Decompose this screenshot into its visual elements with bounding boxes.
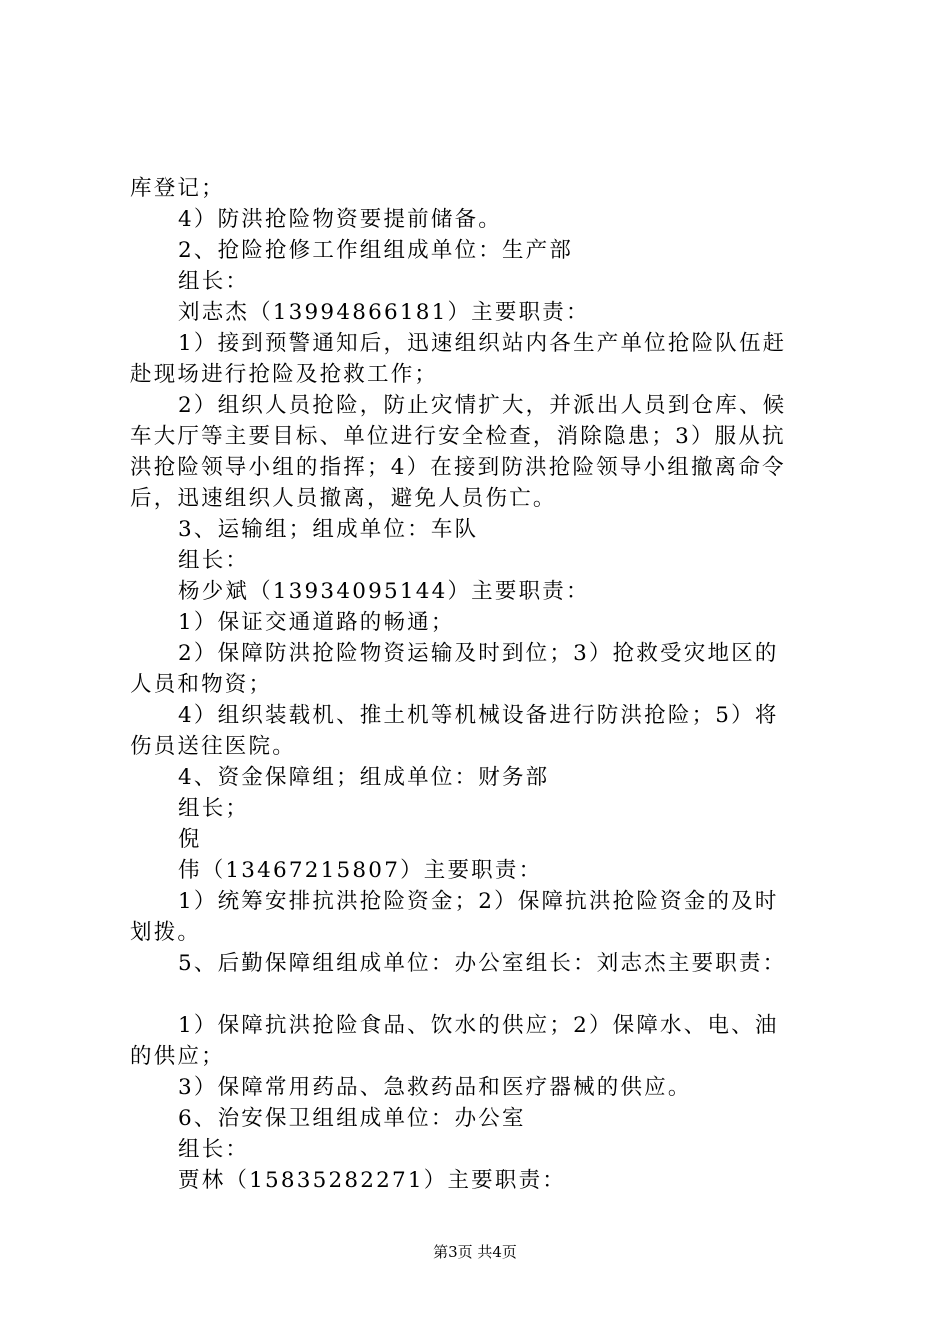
text-line: 2）保障防洪抢险物资运输及时到位；3）抢救受灾地区的 [178, 641, 779, 666]
text-line: 的供应； [130, 1044, 225, 1069]
text-line: 5、后勤保障组组成单位：办公室组长：刘志杰主要职责： [178, 951, 787, 976]
text-line: 伤员送往医院。 [130, 734, 296, 759]
document-body [130, 173, 835, 1196]
blank-line [130, 979, 835, 1010]
text-line: 1）统筹安排抗洪抢险资金；2）保障抗洪抢险资金的及时 [178, 889, 779, 914]
text-line: 后，迅速组织人员撤离，避免人员伤亡。 [130, 486, 557, 511]
text-line: 贾林（15835282271）主要职责： [178, 1168, 566, 1193]
text-line: 组长： [178, 548, 250, 573]
text-line: 组长； [178, 796, 250, 821]
text-line: 组长： [178, 269, 250, 294]
text-line: 4、资金保障组；组成单位：财务部 [178, 765, 550, 790]
text-line: 赴现场进行抢险及抢救工作； [130, 362, 439, 387]
text-line: 组长： [178, 1137, 250, 1162]
text-line: 2、抢险抢修工作组组成单位：生产部 [178, 238, 574, 263]
page-footer: 第3页 共4页 [433, 1243, 517, 1261]
text-line: 杨少斌（13934095144）主要职责： [178, 579, 590, 604]
text-line: 2）组织人员抢险，防止灾情扩大，并派出人员到仓库、候 [178, 393, 787, 418]
text-line: 3）保障常用药品、急救药品和医疗器械的供应。 [178, 1075, 692, 1100]
text-line: 1）接到预警通知后，迅速组织站内各生产单位抢险队伍赶 [178, 331, 787, 356]
text-line: 伟（13467215807）主要职责： [178, 858, 543, 883]
text-line: 洪抢险领导小组的指挥；4）在接到防洪抢险领导小组撤离命令 [130, 455, 786, 480]
text-line: 4）防洪抢险物资要提前储备。 [178, 207, 502, 232]
text-line: 刘志杰（13994866181）主要职责： [178, 300, 590, 325]
text-line: 4）组织装载机、推土机等机械设备进行防洪抢险；5）将 [178, 703, 779, 728]
text-line: 人员和物资； [130, 672, 273, 697]
text-line: 库登记； [130, 176, 225, 201]
text-line: 划拨。 [130, 920, 202, 945]
text-line: 3、运输组；组成单位：车队 [178, 517, 479, 542]
text-line: 1）保障抗洪抢险食品、饮水的供应；2）保障水、电、油 [178, 1013, 779, 1038]
text-line: 倪 [178, 827, 202, 852]
text-line: 1）保证交通道路的畅通； [178, 610, 455, 635]
text-line: 6、治安保卫组组成单位：办公室 [178, 1106, 526, 1131]
text-line: 车大厅等主要目标、单位进行安全检查，消除隐患；3）服从抗 [130, 424, 786, 449]
